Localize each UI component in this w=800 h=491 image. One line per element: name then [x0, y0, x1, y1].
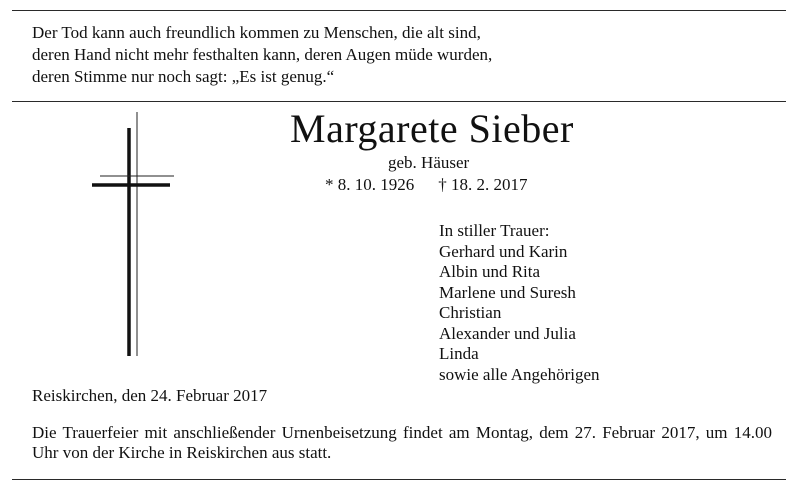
memorial-quote [32, 22, 492, 88]
mourner-entry: Linda [439, 344, 479, 363]
quote-line: deren Hand nicht mehr festhalten kann, deren Augen müde wurden, [32, 45, 493, 64]
maiden-name: geb. Häuser [388, 153, 470, 172]
place-and-date: Reiskirchen, den 24. Februar 2017 [32, 386, 268, 405]
death-date: † 18. 2. 2017 [438, 175, 528, 194]
birth-date: * 8. 10. 1926 [325, 175, 415, 194]
deceased-name: Margarete Sieber [290, 106, 574, 151]
mourner-entry: Christian [439, 303, 502, 322]
mourners-list [439, 221, 600, 385]
quote-divider [12, 101, 786, 102]
funeral-service-notice: Die Trauerfeier mit anschließender Urnenbeisetzung findet am Montag, dem 27. Februar 2017, um 14.00 Uhr von der Kirche in Reiskirchen aus statt. [32, 423, 772, 462]
quote-line: Der Tod kann auch freundlich kommen zu Menschen, die alt sind, [32, 23, 481, 42]
mourner-entry: Albin und Rita [439, 262, 541, 281]
mourner-entry: sowie alle Angehörigen [439, 364, 600, 384]
life-dates [325, 175, 528, 195]
cross-icon [88, 112, 188, 362]
mourner-entry: Alexander und Julia [439, 323, 576, 343]
quote-line: deren Stimme nur noch sagt: „Es ist genug.“ [32, 67, 335, 86]
mourner-entry: Marlene und Suresh [439, 282, 576, 302]
mourners-heading: In stiller Trauer: [439, 221, 550, 240]
mourner-entry: Gerhard und Karin [439, 241, 568, 261]
